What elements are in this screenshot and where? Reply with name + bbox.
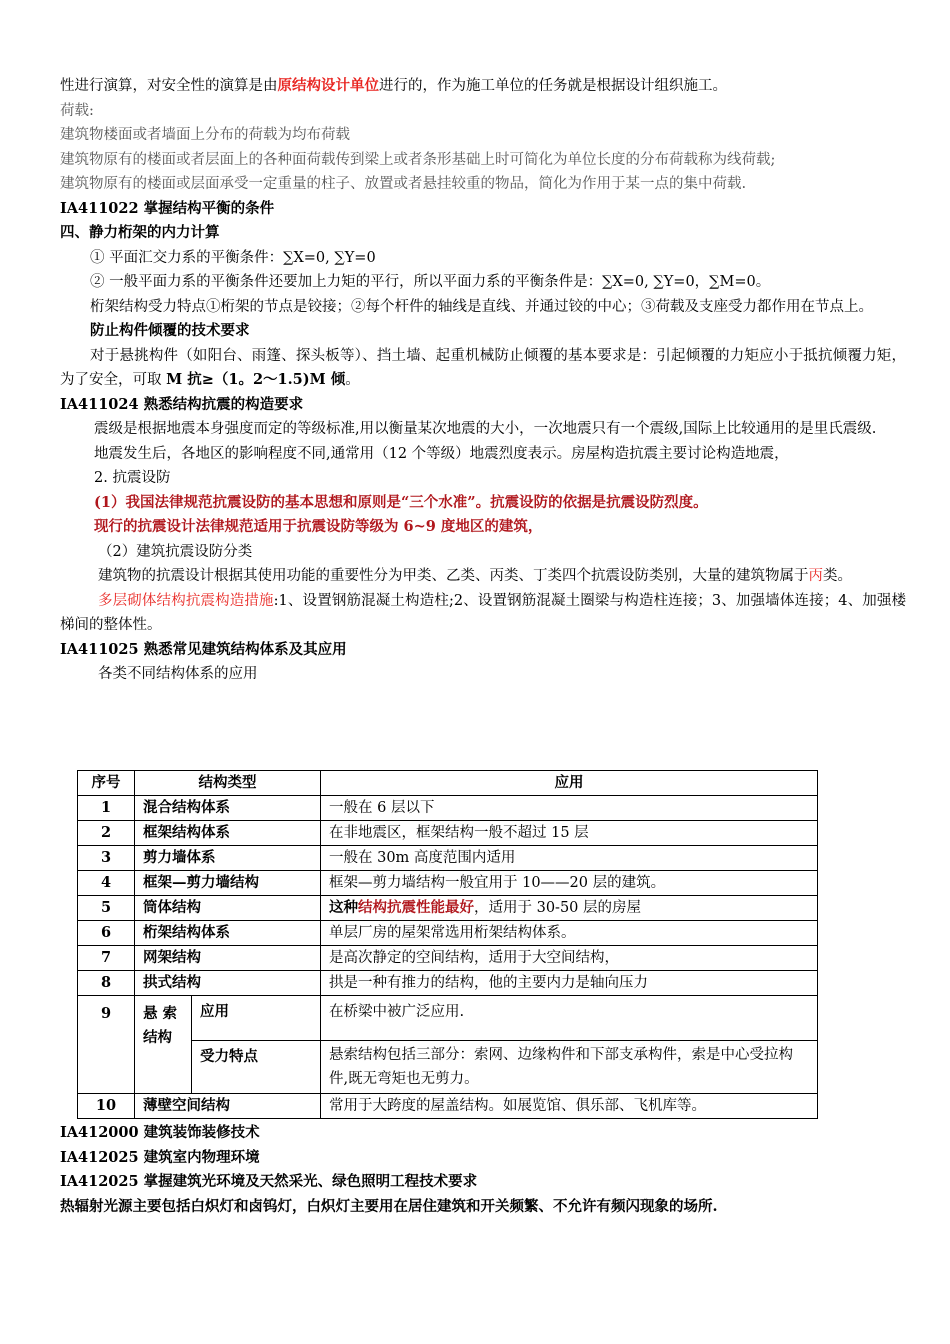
structure-type: 混合结构体系 <box>135 796 321 821</box>
table-row <box>78 821 818 846</box>
sub-category: 受力特点 <box>192 1041 321 1094</box>
application: 框架—剪力墙结构一般宜用于 10——20 层的建筑。 <box>321 871 818 896</box>
application: 在非地震区，框架结构一般不超过 15 层 <box>321 821 818 846</box>
table-header: 结构类型 <box>135 771 321 796</box>
paragraph: 建筑物的抗震设计根据其使用功能的重要性分为甲类、乙类、丙类、丁类四个抗震设防类别，大量的建筑物属于丙类。 <box>98 568 852 584</box>
intro-line-4: 建筑物原有的楼面或者层面上的各种面荷载传到梁上或者条形基础上时可简化为单位长度的分布荷载称为线荷载; <box>60 151 776 168</box>
application: 拱是一种有推力的结构，他的主要内力是轴向压力 <box>321 971 818 996</box>
application: 在桥梁中被广泛应用. <box>321 996 818 1041</box>
structure-type: 网架结构 <box>135 946 321 971</box>
table-row <box>78 921 818 946</box>
structure-type: 桁架结构体系 <box>135 921 321 946</box>
row-number: 3 <box>78 846 135 871</box>
table-row <box>78 846 818 871</box>
row-number: 7 <box>78 946 135 971</box>
paragraph: 桁架结构受力特点①桁架的节点是铰接；②每个杆件的轴线是直线、并通过铰的中心；③荷载及支座受力都作用在节点上。 <box>90 298 873 315</box>
table-row <box>78 1094 818 1119</box>
structure-type: 悬 索 结构 <box>135 996 192 1094</box>
table-header: 序号 <box>78 771 135 796</box>
document-body <box>60 74 906 687</box>
structure-type: 薄壁空间结构 <box>135 1094 321 1119</box>
section-title-ia412000: IA412000 建筑装饰装修技术 <box>60 1124 260 1141</box>
closing-section <box>60 1121 906 1219</box>
paragraph: 多层砌体结构抗震构造措施:1、设置钢筋混凝土构造柱;2、设置钢筋混凝土圈梁与构造柱连接；3、加强墙体连接；4、加强楼梯间的整体性。 <box>60 592 907 633</box>
table-row <box>78 796 818 821</box>
structure-type: 剪力墙体系 <box>135 846 321 871</box>
subsection-title: 防止构件倾覆的技术要求 <box>90 322 250 339</box>
intro-line-2: 荷载: <box>60 102 94 119</box>
intro-line-3: 建筑物楼面或者墙面上分布的荷载为均布荷载 <box>60 127 350 143</box>
highlight-text: 原结构设计单位 <box>277 77 379 94</box>
table-header: 应用 <box>321 771 818 796</box>
section-title-ia411024: IA411024 熟悉结构抗震的构造要求 <box>60 395 304 413</box>
table-header-row <box>78 771 818 796</box>
section-title-ia412025-light: IA412025 掌握建筑光环境及天然采光、绿色照明工程技术要求 <box>60 1173 478 1190</box>
table-caption: 各类不同结构体系的应用 <box>98 666 258 682</box>
structure-type: 拱式结构 <box>135 971 321 996</box>
table-row <box>78 946 818 971</box>
paragraph: 震级是根据地震本身强度而定的等级标准,用以衡量某次地震的大小，一次地震只有一个震级,国际上比较通用的是里氏震级. <box>94 421 877 437</box>
paragraph: 2. 抗震设防 <box>94 470 171 486</box>
row-number: 2 <box>78 821 135 846</box>
row-number: 9 <box>78 996 135 1094</box>
application: 单层厂房的屋架常选用桁架结构体系。 <box>321 921 818 946</box>
structure-type: 框架结构体系 <box>135 821 321 846</box>
application: 悬索结构包括三部分：索网、边缘构件和下部支承构件，索是中心受拉构件,既无弯矩也无剪力。 <box>321 1041 818 1094</box>
paragraph: （2）建筑抗震设防分类 <box>98 543 253 560</box>
section-title-ia411025: IA411025 熟悉常见建筑结构体系及其应用 <box>60 640 347 658</box>
structure-table <box>77 770 818 1119</box>
row-number: 4 <box>78 871 135 896</box>
subsection-title: 四、静力桁架的内力计算 <box>60 224 220 241</box>
sub-category: 应用 <box>192 996 321 1041</box>
application: 是高次静定的空间结构，适用于大空间结构， <box>321 946 818 971</box>
row-number: 8 <box>78 971 135 996</box>
intro-line-5: 建筑物原有的楼面或层面承受一定重量的柱子、放置或者悬挂较重的物品，简化为作用于某一点的集中荷载. <box>60 176 747 192</box>
highlight-paragraph: (1）我国法律规范抗震设防的基本思想和原则是“三个水准”。抗震设防的依据是抗震设防烈度。 <box>94 493 708 511</box>
row-number: 6 <box>78 921 135 946</box>
structure-type: 筒体结构 <box>135 896 321 921</box>
row-number: 1 <box>78 796 135 821</box>
application: 一般在 6 层以下 <box>321 796 818 821</box>
table-row <box>78 871 818 896</box>
row-number: 10 <box>78 1094 135 1119</box>
highlight-paragraph: 现行的抗震设计法律规范适用于抗震设防等级为 6~9 度地区的建筑， <box>94 518 543 535</box>
paragraph: 对于悬挑构件（如阳台、雨篷、探头板等）、挡土墙、起重机械防止倾覆的基本要求是：引起倾覆的力矩应小于抵抗倾覆力矩，为了安全，可取 M 抗≥（1。2～1.5)M 倾。 <box>60 347 906 388</box>
table-row <box>78 896 818 921</box>
application: 一般在 30m 高度范围内适用 <box>321 846 818 871</box>
paragraph-bold: 热辐射光源主要包括白炽灯和卤钨灯，白炽灯主要用在居住建筑和开关频繁、不允许有频闪现象的场所. <box>60 1197 718 1215</box>
paragraph: ② 一般平面力系的平衡条件还要加上力矩的平行，所以平面力系的平衡条件是：∑X=0, ∑Y=0，∑M=0。 <box>90 274 771 290</box>
intro-line-1: 性进行演算，对安全性的演算是由原结构设计单位进行的，作为施工单位的任务就是根据设计组织施工。 <box>60 77 727 94</box>
row-number: 5 <box>78 896 135 921</box>
application: 这种结构抗震性能最好，适用于 30-50 层的房屋 <box>321 896 818 921</box>
section-title-ia412025: IA412025 建筑室内物理环境 <box>60 1148 260 1166</box>
section-title-ia411022: IA411022 掌握结构平衡的条件 <box>60 199 275 217</box>
paragraph: ① 平面汇交力系的平衡条件：∑X=0, ∑Y=0 <box>90 249 376 266</box>
table-row <box>78 971 818 996</box>
table-row <box>78 996 818 1041</box>
paragraph: 地震发生后，各地区的影响程度不同,通常用（12 个等级）地震烈度表示。房屋构造抗震主要讨论构造地震， <box>94 445 789 462</box>
application: 常用于大跨度的屋盖结构。如展览馆、俱乐部、飞机库等。 <box>321 1094 818 1119</box>
structure-type: 框架—剪力墙结构 <box>135 871 321 896</box>
